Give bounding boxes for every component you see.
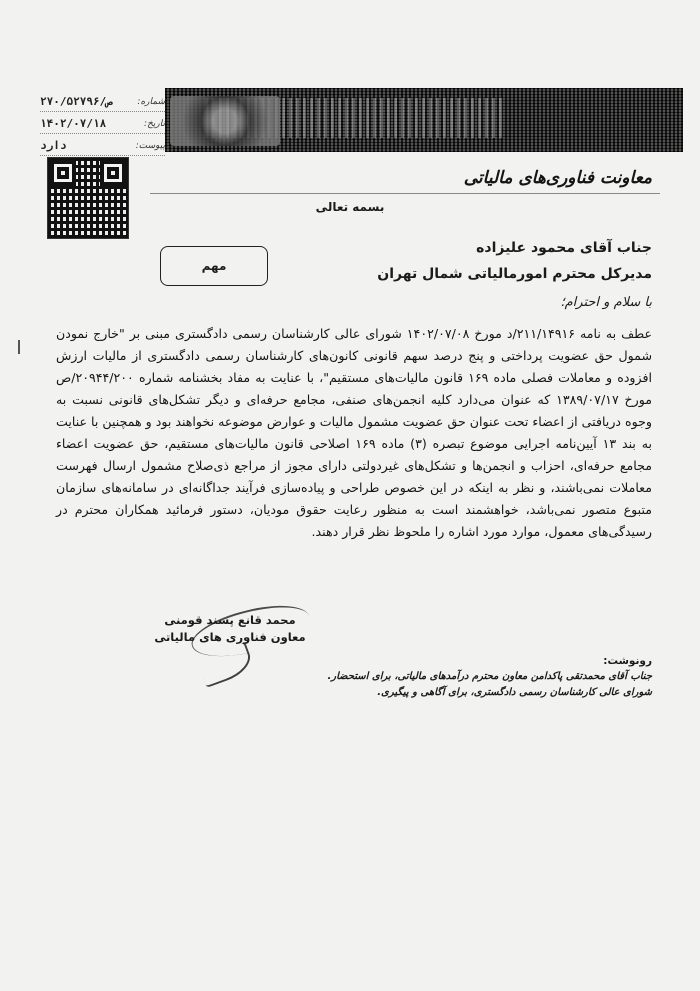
letter-date: ۱۴۰۲/۰۷/۱۸: [40, 117, 107, 130]
cc-item: شورای عالی کارشناسان رسمی دادگستری، برای آگاهی و پیگیری.: [377, 687, 652, 698]
letter-number-label: شماره:: [137, 96, 165, 107]
priority-box: [160, 246, 268, 286]
signature-block: [150, 612, 310, 646]
attachment-value: دارد: [40, 139, 67, 152]
header-divider: [150, 193, 660, 194]
letter-number: ۲۷۰/۵۲۷۹۶/ص: [40, 95, 113, 108]
margin-mark: [18, 340, 20, 354]
invocation: بسمه تعالی: [315, 200, 385, 214]
attachment-row: [40, 136, 165, 156]
addressee: [377, 235, 652, 287]
signatory-name: محمد قانع پسند قومنی: [164, 613, 296, 627]
body-paragraph: عطف به نامه ۲۱۱/۱۴۹۱۶/د مورخ ۱۴۰۲/۰۷/۰۸ شورای عالی کارشناسان رسمی دادگستری مبنی بر "خارج نمودن شمول حق عضویت پرداختی و پنج درصد سهم قانونی کانون‌های کارشناسان رسمی دادگستری از مالیات ارزش افزوده و معاملات فصلی ماده ۱۶۹ قانون مالیات‌های مستقیم"، با عنایت به مفاد بخشنامه شماره ۲۰۹۴۴/۲۰۰/ص مورخ ۱۳۸۹/۰۷/۱۷ که عنوان می‌دارد کلیه انجمن‌های صنفی، مجامع حرفه‌ای و دیگر تشکل‌های قانونی نسبت به وجوه دریافتی از اعضاء تحت عنوان حق عضویت مشمول مالیات و عوارض موضوعه نخواهند بود و همچنین با عنایت به بند ۱۳ آیین‌نامه اجرایی موضوع تبصره (۳) ماده ۱۶۹ اصلاحی قانون مالیات‌های مستقیم، حق عضویت اعضاء مجامع حرفه‌ای، احزاب و انجمن‌ها و تشکل‌های غیردولتی دارای مجوز از مراجع ذی‌صلاح مشمول ارسال فهرست معاملات نمی‌باشند، و نظر به اینکه در این خصوص طراحی و پیاده‌سازی فرآیند جداگانه‌ای در سامانه‌های سازمان متبوع متصور نمی‌باشد، خواهشمند است به منظور رعایت حقوق مودیان، دستور فرمائید همکاران محترم در رسیدگی‌های معمول، موارد مورد اشاره را ملحوظ نظر قرار دهند.: [56, 326, 653, 539]
signatory-title: معاون فناوری های مالیاتی: [154, 630, 306, 644]
letter-number-row: [40, 92, 165, 112]
addressee-name: جناب آقای محمود علیزاده: [476, 240, 652, 256]
emblem-logo: [170, 96, 280, 146]
cc-label: رونوشت:: [603, 655, 652, 667]
cc-block: [252, 654, 652, 701]
greeting: با سلام و احترام؛: [560, 295, 652, 310]
date-label: تاریخ:: [144, 118, 165, 129]
letter-body: [56, 323, 652, 543]
priority-label: مهم: [201, 259, 227, 273]
attachment-label: پیوست:: [135, 140, 165, 151]
date-row: [40, 114, 165, 134]
addressee-title: مدیرکل محترم امورمالیاتی شمال تهران: [377, 266, 652, 282]
qr-code: [48, 158, 128, 238]
letter-meta: [40, 92, 165, 158]
cc-item: جناب آقای محمدتقی پاکدامن معاون محترم درآمدهای مالیاتی، برای استحضار.: [327, 671, 652, 682]
org-title: معاونت فناوری‌های مالیاتی: [463, 168, 652, 188]
